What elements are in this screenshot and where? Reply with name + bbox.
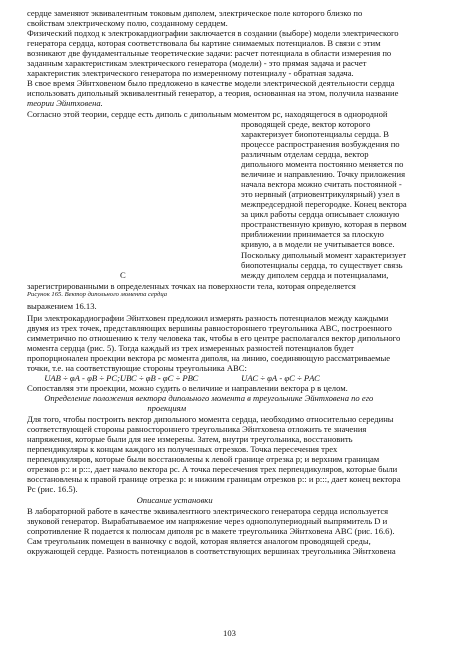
text-line: генератора сердца, которая соответствовала бы картине снимаемых потенциалов. В связи с этим <box>27 38 381 48</box>
right-column-line: начала вектора можно считать постоянной - <box>241 179 402 189</box>
text-line: теории Эйнтховена. <box>27 98 103 108</box>
page-number: 103 <box>223 628 236 638</box>
text-line: отрезков р:: и р:::, дает начало вектора рс. А точка пересечения трех перпендикуляров, которые были <box>27 464 398 474</box>
right-column-line: за цикл работы сердца описывает сложную <box>241 209 400 219</box>
text-line: зарегистрированными в определенных точках на поверхности тела, которая определяется <box>27 281 356 291</box>
text-line: точки, т.е. на соответствующие стороны треугольника АВС: <box>27 363 247 373</box>
text-line: перпендикуляров, которые были восстановлены к левой границе отрезка р; и верхним границам <box>27 454 380 464</box>
text-line: соответствующей стороны равностороннего треугольника Эйнтховена отложить те значения <box>27 424 367 434</box>
text-line: При электрокардиографии Эйнтховен предложил измерять разность потенциалов между каждыми <box>27 313 389 323</box>
text-line: выражением 16.13. <box>27 301 97 311</box>
right-column-line: межпредсердной перегородке. Конец вектора <box>241 199 407 209</box>
section-heading: проекциям <box>27 403 187 413</box>
text-line: сопротивление R подается к полюсам диполя рс в макете треугольника Эйнтховена АВС (рис. 16.6). <box>27 526 395 536</box>
right-column-line: это нервный (атриовентрикулярный) узел в <box>241 189 400 199</box>
right-column-line: между диполем сердца и потенциалами, <box>241 270 389 280</box>
right-column-line: кривую, а в модели не учитывается вовсе. <box>241 239 395 249</box>
right-column-line: Поскольку дипольный момент характеризует <box>241 250 407 260</box>
text-line: Для того, чтобы построить вектор дипольного момента сердца, необходимо относительно середины <box>27 414 394 424</box>
text-line: симметрично по отношению к телу человека так, чтобы в его центре располагался вектор дипольного <box>27 333 401 343</box>
text-line: Согласно этой теории, сердце есть диполь с дипольным моментом рс, находящегося в однородной <box>27 109 388 119</box>
right-column-line: проводящей среде, вектор которого <box>241 119 371 129</box>
text-line: перпендикуляры к концам каждого из полученных отрезков. Точка пересечения трех <box>27 444 338 454</box>
text-line: напряжения, которые были для нее измерены. Затем, внутри треугольника, восстановить <box>27 434 353 444</box>
text-line: характеристик электрического генератора по измеренному потенциалу - обратная задача. <box>27 68 354 78</box>
text-line: В лабораторной работе в качестве эквивалентного электрического генератора сердца используется <box>27 506 389 516</box>
text-line: сердце заменяют эквивалентным токовым диполем, электрическое поле которого близко по <box>27 8 363 18</box>
right-column-line: пространственную кривую, которая в первом <box>241 219 407 229</box>
text-line: В свое время Эйнтховеном было предложено в качестве модели электрической деятельности сердца <box>27 78 395 88</box>
section-heading: Описание установки <box>27 495 213 505</box>
text-line: Сопоставляя эти проекции, можно судить о величине и направлении вектора р в целом. <box>27 383 348 393</box>
text-line: заданным характеристикам электрического генератора (модели) - это прямая задача и расчет <box>27 58 367 68</box>
text-line: пропорционален проекции вектора рс момента диполя, на линию, соединяющую рассматриваемые <box>27 353 391 363</box>
right-column-line: величине и направлению. Точку приложения <box>241 169 406 179</box>
text-line: восстановлены к правой границе отрезка р: и нижним границам отрезков р:: и р:::, дает конец вектора <box>27 474 401 484</box>
text-line: возникают две фундаментальные теоретические задачи: расчет потенциала в области измерения по <box>27 48 392 58</box>
text-line: окружающей сердце. Разность потенциалов в соответствующих вершинах треугольника Эйнтховена <box>27 546 396 556</box>
text-line: свойствам электрическому полю, созданному сердцем. <box>27 18 228 28</box>
right-column-line: биопотенциалы сердца, то существует связь <box>241 260 403 270</box>
figure-caption: Рисунок 165. Вектор дипольного момента сердца <box>27 291 168 298</box>
right-column-line: различным отделам сердца, вектор <box>241 149 369 159</box>
figure-label-c: С <box>120 270 126 280</box>
text-line: Рс (рис. 16.5). <box>27 484 78 494</box>
text-line: двумя из трех точек, представляющих вершины равностороннего треугольника АВС, построенного <box>27 323 392 333</box>
text-line: звуковой генератор. Вырабатываемое им напряжение через однополупериодный выпрямитель D и <box>27 516 388 526</box>
right-column-line: процессе распространения возбуждения по <box>241 139 400 149</box>
right-column-line: характеризует биопотенциалы сердца. В <box>241 129 390 139</box>
text-line: использовать дипольный эквивалентный генератор, а теория, основанная на этом, получила название <box>27 88 399 98</box>
right-column-line: приближении принимается за плоскую <box>241 229 384 239</box>
text-line: Сам треугольник помещен в ванночку с водой, которая является аналогом проводящей среды, <box>27 536 371 546</box>
formula-line: UАВ ÷ φА - φВ ÷ PС;UВС ÷ φВ - φС ÷ PВС UАС ÷ φА - φС ÷ PАС <box>27 373 320 383</box>
text-line: момента сердца (рис. 5). Тогда каждый из трех измеренных разностей потенциалов будет <box>27 343 354 353</box>
section-heading: Определение положения вектора дипольного момента в треугольнике Эйнтховена по его <box>27 393 374 403</box>
right-column-line: дипольного момента постоянно меняется по <box>241 159 404 169</box>
text-line: Физический подход к электрокардиографии заключается в создании (выборе) модели электрического <box>27 28 399 38</box>
